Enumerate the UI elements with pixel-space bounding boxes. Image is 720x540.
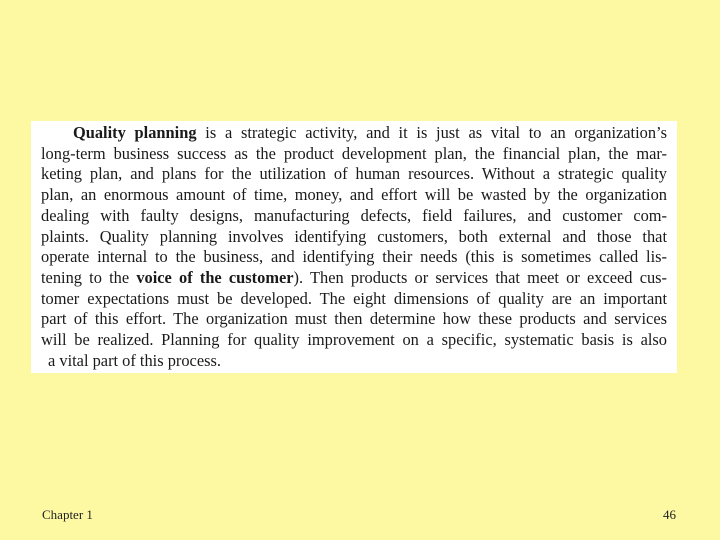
passage-line-7: operate internal to the business, and identifying their needs (this is sometimes called lis-	[41, 247, 667, 267]
passage-line-11: will be realized. Planning for quality improvement on a specific, systematic basis is also	[41, 330, 667, 349]
passage-line-2: long-term business success as the product development plan, the financial plan, the mar-	[41, 143, 667, 163]
footer-page-number: 46	[663, 507, 676, 522]
passage-line-4: plan, an enormous amount of time, money, and effort will be wasted by the organization	[41, 185, 667, 205]
passage-line-6: plaints. Quality planning involves identifying customers, both external and those that	[41, 226, 667, 246]
term-quality-planning: Quality planning	[73, 123, 197, 142]
term-voice-of-the-customer: voice of the customer	[136, 267, 294, 287]
passage-line-1: Quality planning is a strategic activity, and it is just as vital to an organization’s	[73, 123, 667, 142]
passage-line-9: tomer expectations must be developed. The eight dimensions of quality are an important	[41, 288, 667, 308]
passage-textbox	[31, 121, 677, 373]
passage-line-5: dealing with faulty designs, manufacturing defects, field failures, and customer com-	[41, 205, 667, 225]
footer-chapter: Chapter 1	[42, 507, 93, 522]
passage-line-10: part of this effort. The organization must then determine how these products and services	[41, 309, 667, 329]
passage-line-8: tening to the voice of the customer). Then products or services that meet or exceed cus-	[41, 267, 667, 287]
passage-line-3: keting plan, and plans for the utilization of human resources. Without a strategic quality	[41, 164, 667, 184]
passage-line-12: a vital part of this process.	[48, 350, 221, 370]
